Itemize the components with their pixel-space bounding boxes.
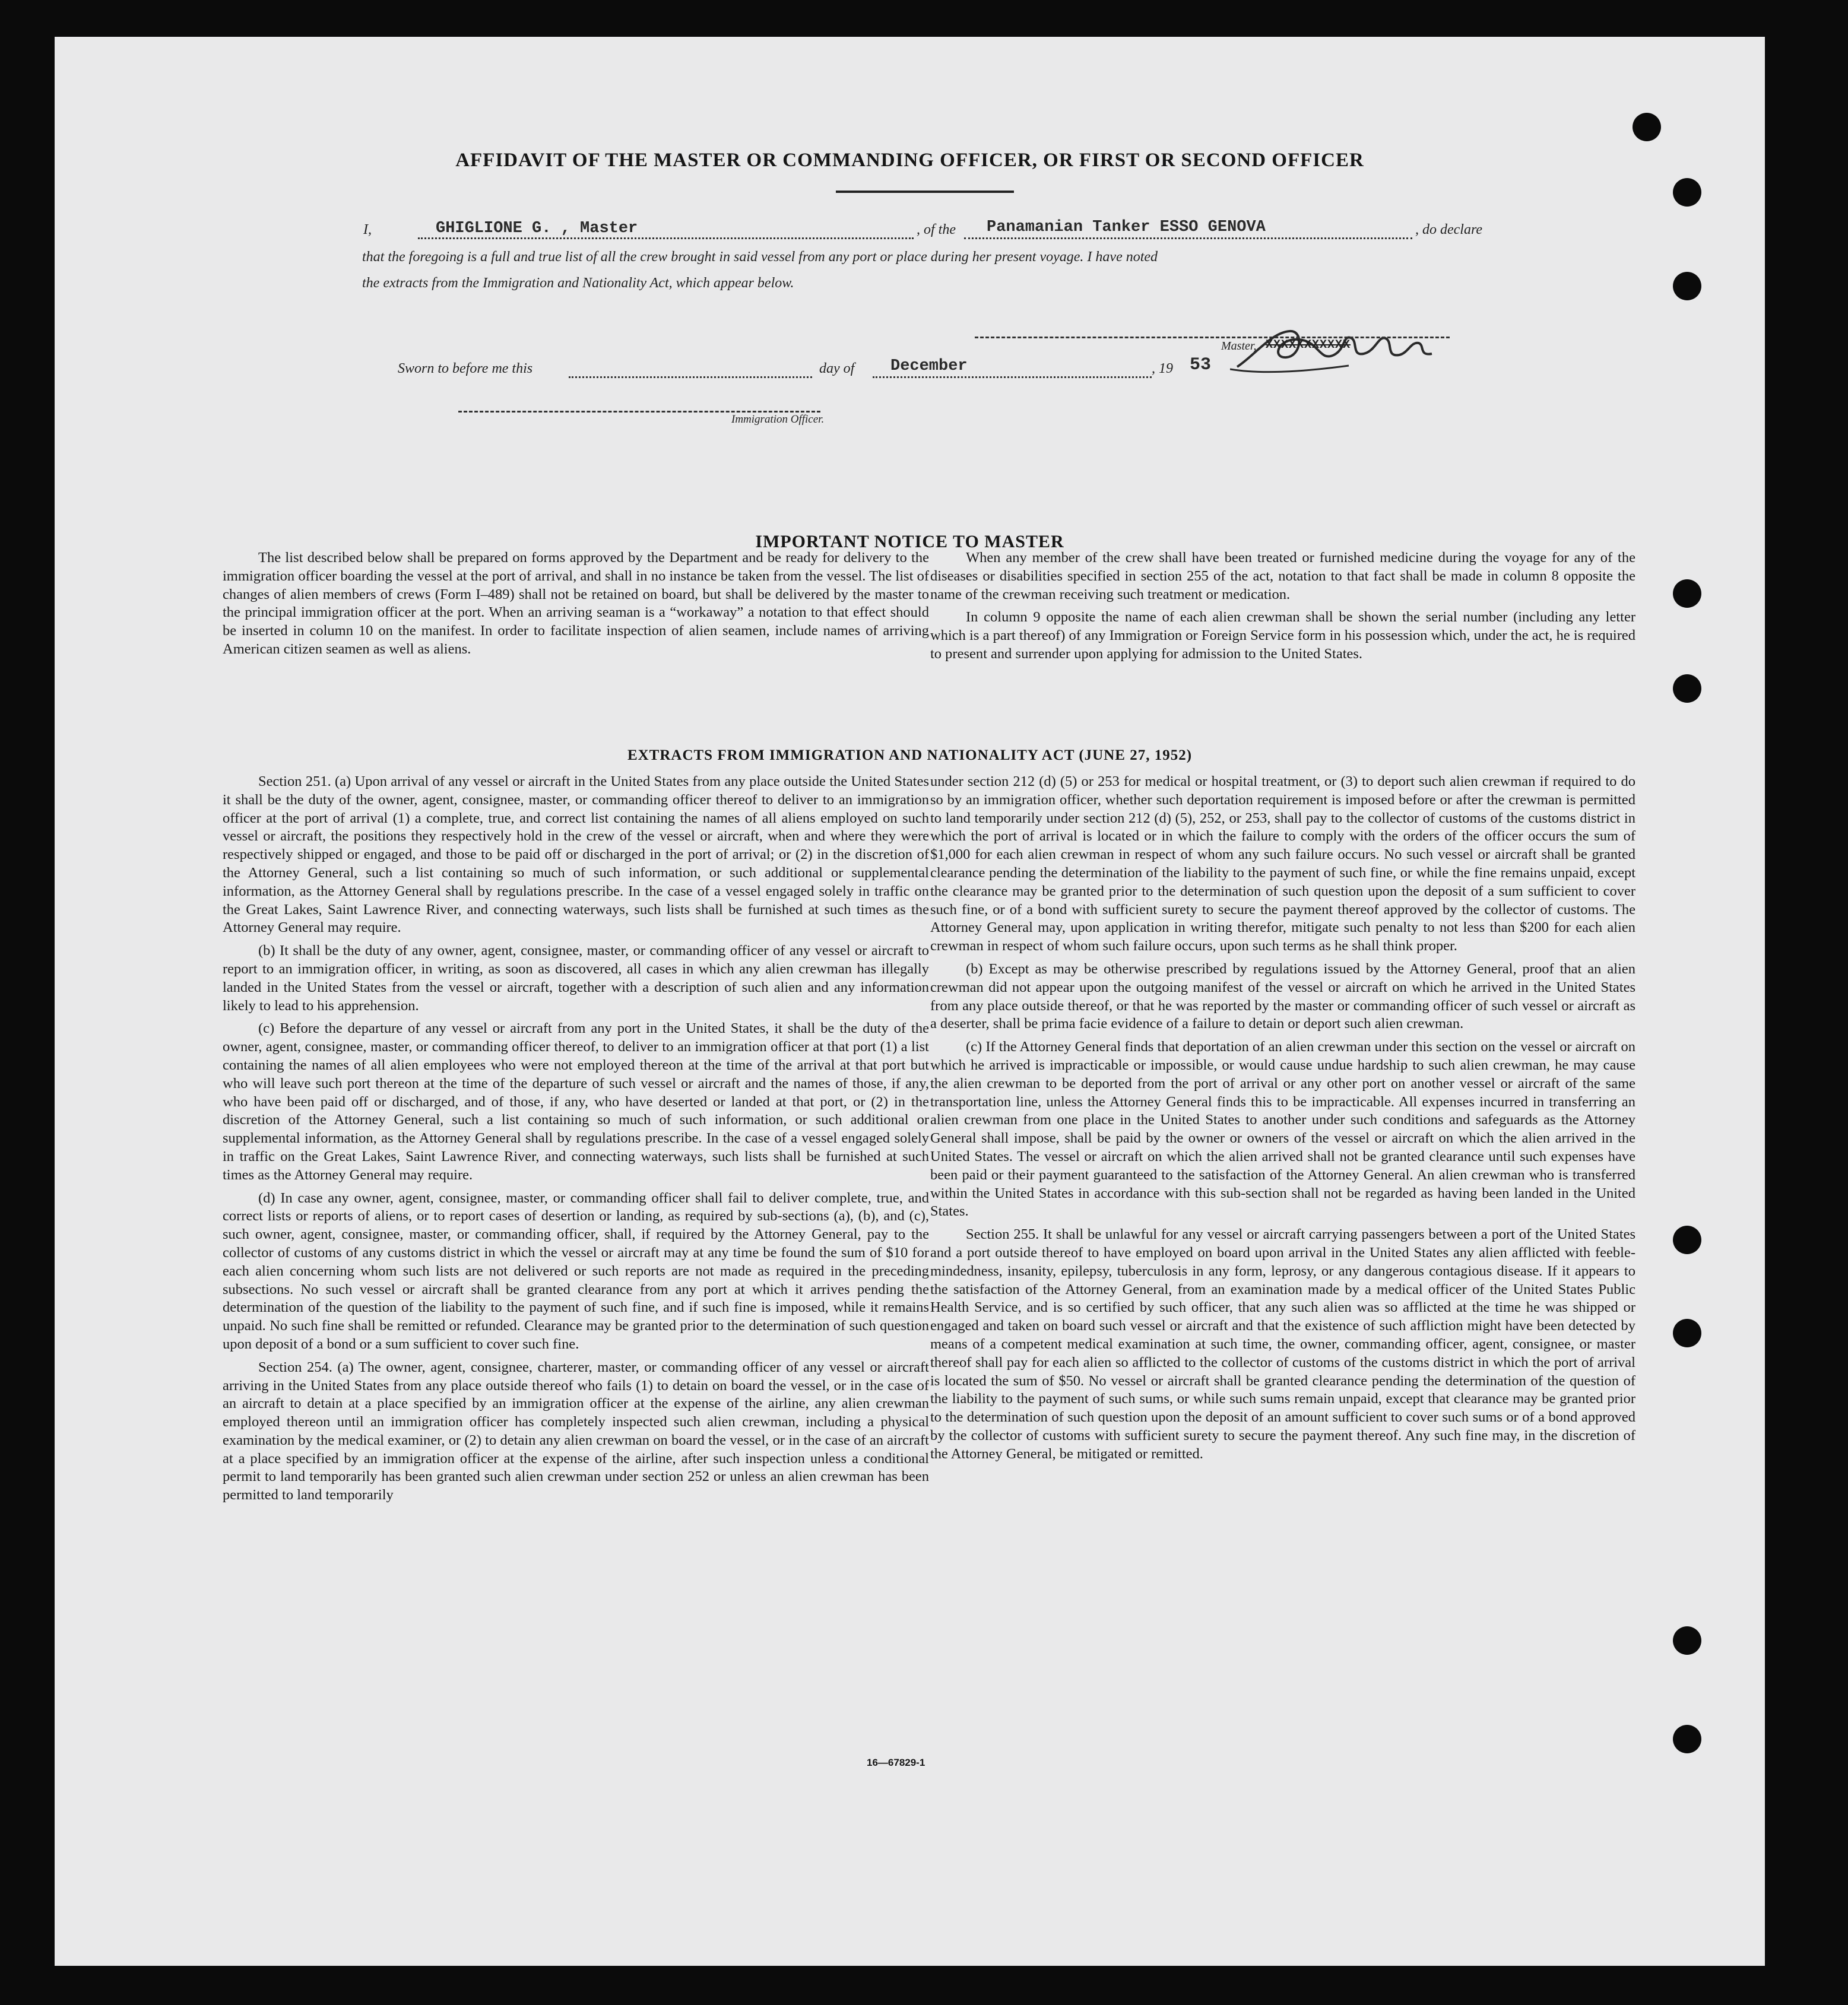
- day-fill-line: [569, 376, 812, 378]
- notice-right-column: [930, 549, 1635, 668]
- binder-hole: [1673, 1319, 1701, 1347]
- notice-title: IMPORTANT NOTICE TO MASTER: [755, 532, 1064, 551]
- binder-hole: [1673, 1226, 1701, 1254]
- sworn-label: Sworn to before me this: [398, 361, 533, 376]
- master-name-value: GHIGLIONE G. , Master: [436, 220, 638, 237]
- section-254a: Section 254. (a) The owner, agent, consignee, charterer, master, or commanding officer of any vessel or aircraft arriving in the United States from any place outside thereof who fails (1) to detain on board the vessel, or in the case of an aircraft to detain at a place specified by an immigration officer at the expense of the airline, any alien crewman employed thereon until an immigration officer has completely inspected such alien crewman, including a physical examination by the medical examiner, or (2) to detain any alien crewman on board the vessel, or in the case of an aircraft at a place specified by an immigration officer at the expense of the airline, after such inspection unless a conditional permit to land temporarily has been granted such alien crewman under section 252 or unless an alien crewman has been permitted to land temporarily: [223, 1359, 929, 1503]
- section-251a: Section 251. (a) Upon arrival of any vessel or aircraft in the United States from any place outside the United States it shall be the duty of the owner, agent, consignee, master, or commanding officer thereof to deliver to an immigration officer at the port of arrival (1) a complete, true, and correct list containing the names of all aliens employed on such vessel or aircraft, the positions they respectively hold in the crew of the vessel or aircraft, when and where they were respectively shipped or engaged, and those to be paid off or discharged in the port of arrival; or (2) in the discretion of the Attorney General, such a list containing so much of such information, or such additional or supplemental information, as the Attorney General shall by regulations prescribe. In the case of a vessel engaged solely in traffic on the Great Lakes, Saint Lawrence River, and connecting waterways, such lists shall be furnished at such times as the Attorney General may require.: [223, 773, 929, 936]
- extracts-title: EXTRACTS FROM IMMIGRATION AND NATIONALITY ACT (JUNE 27, 1952): [627, 747, 1193, 763]
- section-255: Section 255. It shall be unlawful for any vessel or aircraft carrying passengers between a port of the United States and a port outside thereof to have employed on board upon arrival in the United States any alien afflicted with feeble-mindedness, insanity, epilepsy, tuberculosis in any form, leprosy, or any dangerous contagious disease. If it appears to the satisfaction of the Attorney General, from an examination made by a medical officer of the United States Public Health Service, and is so certified by such officer, that any such alien was so afflicted at the time he was shipped or engaged and taken on board such vessel or aircraft and that the existence of such affliction might have been detected by means of a competent medical examination at such time, the owner, commanding officer, agent, consignee, or master thereof shall pay for each alien so afflicted to the collector of customs of the customs district in which the port of arrival is located the sum of $50. No vessel or aircraft shall be granted clearance pending the determination of the question of the liability to the payment of such sums, or while such sums remain unpaid, except that clearance may be granted prior to the determination of such question upon the deposit of an amount sufficient to cover such sums or of a bond approved by the collector of customs with sufficient surety to secure the payment thereof. Any such fine may, in the discretion of the Attorney General, be mitigated or remitted.: [930, 1226, 1635, 1462]
- binder-hole: [1673, 178, 1701, 207]
- section-251d: (d) In case any owner, agent, consignee, master, or commanding officer shall fail to deliver complete, true, and correct lists or reports of aliens, or to report cases of desertion or landing, as required by sub-sections (a), (b), and (c), such owner, agent, consignee, master, or commanding officer, shall, if required by the Attorney General, pay to the collector of customs of any customs district in which the vessel or aircraft may at any time be found the sum of $10 for each alien concerning whom such lists are not delivered or such reports are not made as required in the preceding subsections. No such vessel or aircraft shall be granted clearance from any port at which it arrives pending the determination of the question of the liability to the payment of such fine, and if such fine is imposed, while it remains unpaid. No such fine shall be remitted or refunded. Clearance may be granted prior to the determination of such question upon deposit of a bond or a sum sufficient to cover such fine.: [223, 1189, 929, 1352]
- officer-signature-line: [458, 411, 820, 413]
- notice-paragraph: In column 9 opposite the name of each alien crewman shall be shown the serial number (including any letter which is a part thereof) of any Immigration or Foreign Service form in his possession which, under the act, he is required to present and surrender upon applying for admission to the United States.: [930, 609, 1635, 662]
- vessel-fill-line: [964, 237, 1412, 239]
- notice-paragraph: The list described below shall be prepared on forms approved by the Department and be ready for delivery to the immigration officer boarding the vessel at the port of arrival, and shall in no instance be taken from the vessel. The list of changes of alien members of crews (Form I–489) shall not be retained on board, but shall be delivered by the master to the principal immigration officer at the port. When an arriving seaman is a “workaway” a notation to that effect should be inserted in column 10 on the manifest. In order to facilitate inspection of alien seamen, include names of arriving American citizen seamen as well as aliens.: [223, 550, 929, 657]
- do-declare-label: , do declare: [1415, 222, 1483, 237]
- signature-line: [975, 337, 1450, 338]
- notice-paragraph: When any member of the crew shall have been treated or furnished medicine during the voyage for any of the diseases or disabilities specified in section 255 of the act, notation to that fact shall be made in column 8 opposite the name of the crewman receiving such treatment or medication.: [930, 550, 1635, 602]
- affidavit-title: AFFIDAVIT OF THE MASTER OR COMMANDING OFFICER, OR FIRST OR SECOND OFFICER: [455, 150, 1364, 171]
- year-prefix: , 19: [1152, 361, 1173, 376]
- year-value: 53: [1190, 355, 1212, 375]
- affidavit-statement-line1: that the foregoing is a full and true list of all the crew brought in said vessel from any port or place during her present voyage. I have noted: [362, 249, 1158, 265]
- notice-left-column: [223, 549, 929, 664]
- form-number: 16—67829-1: [867, 1757, 925, 1768]
- section-254b: (b) Except as may be otherwise prescribed by regulations issued by the Attorney General, proof that an alien crewman did not appear upon the outgoing manifest of the vessel or aircraft on which he arrived in the United States from any place outside thereof, or that he was reported by the master or commanding officer of such vessel or aircraft as a deserter, shall be prima facie evidence of a failure to detain or deport such alien crewman.: [930, 960, 1635, 1032]
- month-value: December: [890, 357, 968, 375]
- binder-hole: [1673, 579, 1701, 608]
- binder-hole: [1633, 113, 1661, 141]
- section-251b: (b) It shall be the duty of any owner, agent, consignee, master, or commanding officer of any vessel or aircraft to report to an immigration officer, in writing, as soon as discovered, all cases in which any alien crewman has illegally landed in the United States from the vessel or aircraft, together with a description of such alien and any information likely to lead to his apprehension.: [223, 943, 929, 1014]
- section-254a-continued: under section 212 (d) (5) or 253 for medical or hospital treatment, or (3) to deport such alien crewman if required to do so by an immigration officer, whether such deportation requirement is imposed before or after the crewman is permitted to land temporarily under section 212 (d) (5), 252, or 253, shall pay to the collector of customs of the customs district in which the port of arrival is located or in which the failure to comply with the orders of the officer occurs the sum of $1,000 for each alien crewman in respect of whom any such failure occurs. No such vessel or aircraft shall be granted clearance pending the determination of the liability to the payment of such fine, or while the fine remains unpaid, except the clearance may be granted prior to the determination of such question upon the deposit of a sum sufficient to cover such fine, or of a bond with sufficient surety to secure the payment thereof approved by the collector of customs. The Attorney General may, upon application in writing therefor, mitigate such penalty to not less than $200 for each alien crewman in respect of whom such failure occurs, upon such terms as he shall think proper.: [930, 773, 1635, 954]
- of-the-label: , of the: [917, 222, 956, 237]
- document-page: [55, 37, 1765, 1966]
- extracts-right-column: [930, 773, 1635, 1468]
- extracts-left-column: [223, 773, 929, 1509]
- vessel-value: Panamanian Tanker ESSO GENOVA: [987, 218, 1266, 236]
- binder-hole: [1673, 1725, 1701, 1753]
- master-label: Master,: [1221, 340, 1257, 353]
- affidavit-statement-line2: the extracts from the Immigration and Nationality Act, which appear below.: [362, 275, 794, 291]
- affidavit-intro: I,: [363, 222, 372, 237]
- binder-hole: [1673, 1626, 1701, 1655]
- binder-hole: [1673, 272, 1701, 300]
- section-254c: (c) If the Attorney General finds that deportation of an alien crewman under this section on the vessel or aircraft on which he arrived is impracticable or impossible, or would cause undue hardship to such alien crewman, he may cause the alien crewman to be deported from the port of arrival or any other port on another vessel or aircraft of the same transportation line, unless the Attorney General finds this to be impracticable. All expenses incurred in transferring an alien crewman from one place in the United States to another under such conditions and safeguards as the Attorney General shall impose, shall be paid by the owner or owners of the vessel or aircraft on which the alien arrived in the United States. The vessel or aircraft on which the alien arrived shall not be granted clearance until such expenses have been paid or their payment guaranteed to the satisfaction of the Attorney General. An alien crewman who is transferred within the United States in accordance with this sub-section shall not be regarded as having been landed in the United States.: [930, 1039, 1635, 1220]
- binder-hole: [1673, 674, 1701, 703]
- day-of-label: day of: [819, 361, 855, 376]
- name-fill-line: [418, 237, 914, 239]
- section-251c: (c) Before the departure of any vessel or aircraft from any port in the United States, it shall be the duty of the owner, agent, consignee, master, or commanding officer thereof, to deliver to an immigration officer at that port (1) a list containing the names of all alien employees who were not employed thereon at the time of the arrival at that port but who will leave such port thereon at the time of the departure of such vessel or aircraft and the names of those, if any, who have been paid off or discharged, and of those, if any, who have deserted or landed at that port, or (2) in the discretion of the Attorney General, such a list containing so much of such information, or such additional or supplemental information, as the Attorney General shall by regulations prescribe. In the case of a vessel engaged solely in traffic on the Great Lakes, Saint Lawrence River, and connecting waterways, such lists shall be furnished at such times as the Attorney General may require.: [223, 1020, 929, 1183]
- struck-title: XXXXXXXXXXX: [1266, 338, 1351, 352]
- month-fill-line: [873, 376, 1152, 378]
- officer-label: Immigration Officer.: [731, 413, 825, 426]
- title-underline: [836, 191, 1014, 193]
